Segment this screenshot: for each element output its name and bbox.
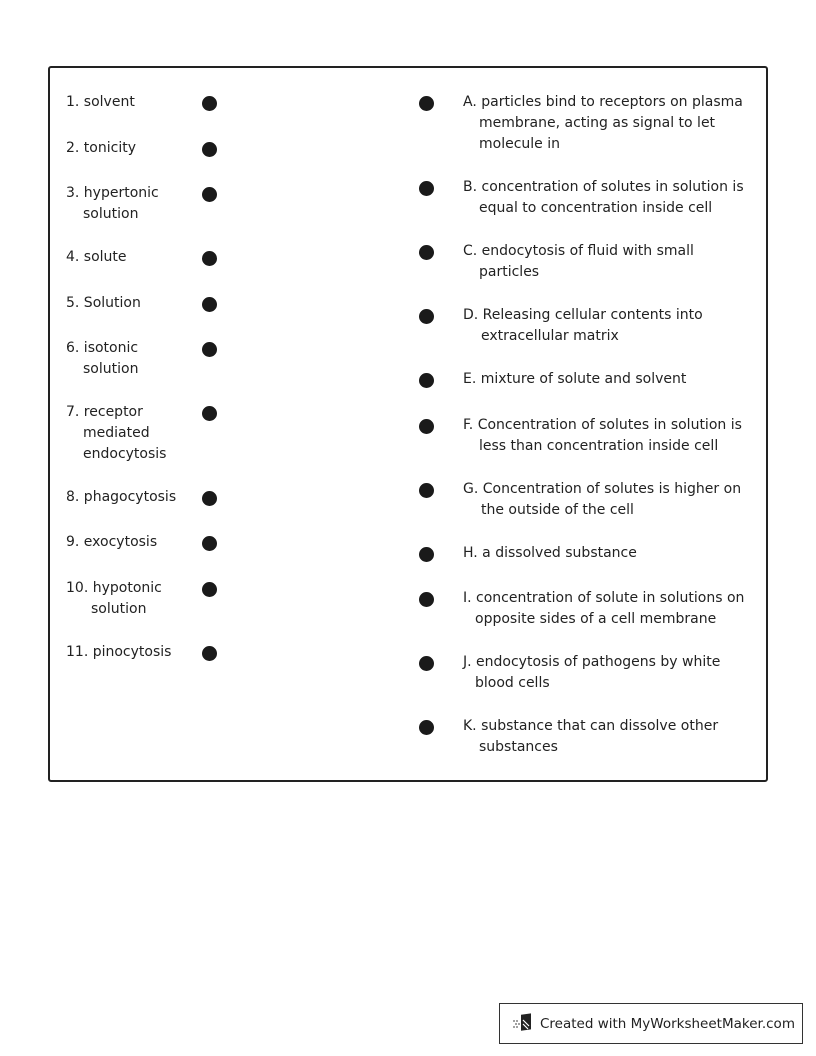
item-line: molecule in: [479, 136, 560, 152]
match-dot[interactable]: [419, 96, 434, 111]
match-dot[interactable]: [419, 592, 434, 607]
item-line: solution: [91, 601, 147, 617]
definition-item: [463, 177, 744, 219]
item-line: 6. isotonic: [66, 340, 139, 356]
match-dot[interactable]: [202, 251, 217, 266]
item-line: C. endocytosis of fluid with small: [463, 243, 694, 259]
term-item: [66, 92, 135, 113]
term-item: [66, 642, 171, 663]
item-line: solution: [83, 206, 139, 222]
match-dot[interactable]: [202, 187, 217, 202]
match-dot[interactable]: [202, 491, 217, 506]
item-line: solution: [83, 361, 139, 377]
match-dot[interactable]: [202, 96, 217, 111]
definition-item: [463, 92, 743, 155]
item-line: 4. solute: [66, 249, 127, 265]
item-line: J. endocytosis of pathogens by white: [463, 654, 721, 670]
item-line: 11. pinocytosis: [66, 644, 172, 660]
match-dot[interactable]: [419, 181, 434, 196]
item-line: membrane, acting as signal to let: [479, 115, 716, 131]
definition-item: [463, 652, 720, 694]
item-line: substances: [479, 739, 558, 755]
item-line: G. Concentration of solutes is higher on: [463, 481, 742, 497]
definition-item: [463, 479, 741, 521]
match-dot[interactable]: [419, 547, 434, 562]
definition-item: [463, 415, 742, 457]
item-line: equal to concentration inside cell: [479, 200, 713, 216]
item-line: I. concentration of solute in solutions on: [463, 590, 745, 606]
item-line: 3. hypertonic: [66, 185, 159, 201]
match-dot[interactable]: [202, 142, 217, 157]
term-item: [66, 532, 157, 553]
worksheet-maker-logo-icon: [512, 1013, 534, 1035]
match-dot[interactable]: [202, 297, 217, 312]
definition-item: [463, 543, 637, 564]
item-line: E. mixture of solute and solvent: [463, 371, 687, 387]
definition-item: [463, 588, 744, 630]
term-item: [66, 183, 159, 225]
item-line: 10. hypotonic: [66, 580, 162, 596]
item-line: H. a dissolved substance: [463, 545, 637, 561]
item-line: D. Releasing cellular contents into: [463, 307, 703, 323]
item-line: 5. Solution: [66, 295, 141, 311]
match-dot[interactable]: [419, 483, 434, 498]
match-dot[interactable]: [419, 373, 434, 388]
item-line: mediated: [83, 425, 150, 441]
item-line: A. particles bind to receptors on plasma: [463, 94, 743, 110]
match-dot[interactable]: [419, 656, 434, 671]
definition-item: [463, 241, 694, 283]
match-dot[interactable]: [419, 419, 434, 434]
item-line: 2. tonicity: [66, 140, 136, 156]
item-line: F. Concentration of solutes in solution is: [463, 417, 742, 433]
match-dot[interactable]: [419, 309, 434, 324]
footer-badge: [499, 1003, 803, 1044]
term-item: [66, 247, 127, 268]
item-line: K. substance that can dissolve other: [463, 718, 719, 734]
item-line: B. concentration of solutes in solution is: [463, 179, 744, 195]
term-item: [66, 578, 162, 620]
match-dot[interactable]: [202, 342, 217, 357]
item-line: endocytosis: [83, 446, 167, 462]
definition-item: [463, 716, 718, 758]
term-item: [66, 487, 176, 508]
match-dot[interactable]: [202, 406, 217, 421]
term-item: [66, 138, 136, 159]
item-line: 8. phagocytosis: [66, 489, 177, 505]
item-line: blood cells: [475, 675, 550, 691]
item-line: 1. solvent: [66, 94, 135, 110]
match-dot[interactable]: [202, 646, 217, 661]
item-line: less than concentration inside cell: [479, 438, 719, 454]
match-dot[interactable]: [419, 720, 434, 735]
term-item: [66, 402, 166, 465]
match-dot[interactable]: [202, 536, 217, 551]
item-line: the outside of the cell: [481, 502, 634, 518]
term-item: [66, 338, 138, 380]
item-line: opposite sides of a cell membrane: [475, 611, 717, 627]
match-dot[interactable]: [419, 245, 434, 260]
item-line: 9. exocytosis: [66, 534, 158, 550]
definition-item: [463, 305, 703, 347]
match-dot[interactable]: [202, 582, 217, 597]
term-item: [66, 293, 141, 314]
item-line: particles: [479, 264, 540, 280]
definition-item: [463, 369, 686, 390]
item-line: 7. receptor: [66, 404, 143, 420]
item-line: extracellular matrix: [481, 328, 619, 344]
footer-text: Created with MyWorksheetMaker.com: [540, 1015, 795, 1032]
